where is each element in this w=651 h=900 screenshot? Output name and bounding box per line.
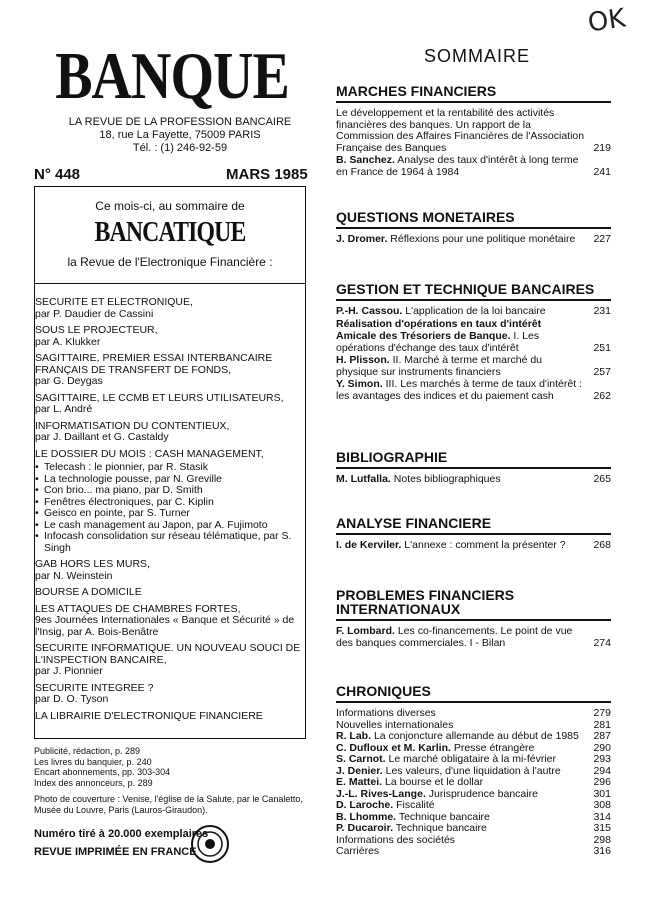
bancatique-bullet-text: Fenêtres électroniques, par C. Kiplin [44, 495, 214, 508]
ojd-seal-icon [190, 824, 230, 864]
sommaire-section [336, 588, 611, 650]
bullet-icon: • [35, 495, 39, 508]
bancatique-logo: BANCATIQUE [94, 217, 246, 248]
toc-entry-text [336, 108, 585, 154]
bancatique-item-author: par D. O. Tyson [35, 693, 109, 705]
section-title: QUESTIONS MONETAIRES [336, 210, 611, 229]
toc-entry [336, 319, 611, 331]
toc-entry [336, 474, 611, 486]
toc-page-number: 219 [593, 141, 611, 154]
note-line: Publicité, rédaction, p. 289 [34, 746, 141, 756]
bancatique-item [35, 559, 305, 582]
toc-entry [336, 626, 611, 649]
masthead-title: BANQUE [55, 39, 289, 114]
toc-entry-title: Carrières [336, 845, 380, 857]
note-line: Les livres du banquier, p. 240 [34, 756, 152, 767]
bullet-icon: • [35, 461, 39, 473]
printed-in-france: REVUE IMPRIMÉE EN FRANCE [34, 846, 197, 858]
toc-entry-author: P. Ducaroir. [336, 822, 394, 834]
handwritten-ok-annotation: OK [586, 3, 628, 39]
toc-page-number: 231 [593, 305, 611, 317]
bancatique-bullet-text: Telecash : le pionnier, par R. Stasik [44, 461, 209, 473]
toc-entry-title: Les co-financements. Le point de vue des banques commerciales. I - Bilan [336, 625, 573, 649]
bancatique-item-title: BOURSE A DOMICILE [35, 586, 142, 598]
sommaire-section [336, 450, 611, 487]
toc-page-number: 241 [593, 165, 611, 178]
print-run: Numéro tiré à 20.000 exemplaires [34, 828, 209, 840]
toc-page-number: 257 [593, 365, 611, 378]
toc-entry-title: Nouvelles internationales [336, 718, 454, 731]
toc-entry-title: Jurisprudence bancaire [428, 787, 538, 800]
toc-entry-text [336, 626, 585, 649]
bancatique-item-title: LA LIBRAIRIE D'ELECTRONIQUE FINANCIERE [35, 709, 263, 722]
divider [35, 283, 305, 284]
bancatique-box [34, 186, 306, 739]
section-title: BIBLIOGRAPHIE [336, 450, 611, 469]
toc-entry-title: Technique bancaire [395, 822, 487, 834]
publication-address: 18, rue La Fayette, 75009 PARIS [99, 129, 261, 141]
sommaire-section [336, 684, 611, 858]
toc-entry-author: J. Dromer. [336, 233, 388, 245]
bullet-icon: • [35, 530, 39, 542]
toc-entry-author: Y. Simon. [336, 378, 383, 390]
toc-entry-text [336, 355, 585, 378]
bancatique-item-title: SAGITTAIRE, LE CCMB ET LEURS UTILISATEURS, [35, 391, 284, 404]
bancatique-item [35, 587, 305, 599]
sommaire-section [336, 84, 611, 179]
toc-page-number: 274 [593, 636, 611, 649]
toc-entry-title: La bourse et le dollar [385, 776, 484, 788]
bancatique-item [35, 393, 305, 416]
toc-page-number: 290 [593, 741, 611, 754]
toc-entry-text [336, 306, 585, 318]
note-line: Index des annonceurs, p. 289 [34, 777, 153, 788]
bancatique-bullet-item [35, 531, 305, 554]
toc-entry-text [336, 540, 585, 552]
section-entries [336, 708, 611, 858]
toc-page-number: 293 [593, 753, 611, 765]
toc-page-number: 287 [593, 730, 611, 742]
toc-page-number: 265 [593, 473, 611, 485]
toc-entry-title: Le développement et la rentabilité des activités financières des banques. Un rapport de la Commission des Affaires Financières de l'Association Française des Banques [336, 107, 585, 154]
bancatique-item-author: par N. Weinstein [35, 569, 113, 582]
bancatique-item-title: LES ATTAQUES DE CHAMBRES FORTES, [35, 602, 241, 615]
toc-entry-author: F. Lombard. [336, 625, 395, 637]
bancatique-bullet-text: La technologie pousse, par N. Greville [44, 472, 223, 485]
toc-entry-title: Informations des sociétés [336, 833, 456, 846]
publication-phone: Tél. : (1) 246-92-59 [132, 142, 228, 154]
toc-entry-title: Le marché obligataire à la mi-février [388, 753, 557, 765]
bancatique-item-author: par J. Daillant et G. Castaldy [35, 431, 169, 443]
toc-page-number: 268 [593, 539, 611, 551]
section-title: PROBLEMES FINANCIERS INTERNATIONAUX [336, 588, 611, 621]
bullet-icon: • [35, 484, 39, 496]
notes-list [34, 746, 306, 788]
bancatique-bullet-text: Geisco en pointe, par S. Turner [44, 507, 190, 519]
toc-entry-title: Presse étrangère [453, 741, 535, 754]
toc-page-number: 279 [593, 707, 611, 719]
toc-entry-author: E. Mattei. [336, 776, 383, 788]
toc-entry [336, 540, 611, 552]
bancatique-item-title: INFORMATISATION DU CONTENTIEUX, [35, 419, 230, 432]
toc-entry-title: L'application de la loi bancaire [405, 305, 546, 317]
cover-caption: Photo de couverture : Venise, l'église de la Salute, par le Canaletto, Musée du Louvre, Paris (Lauros-Giraudon). [34, 794, 303, 815]
bancatique-item [35, 325, 305, 348]
section-title: CHRONIQUES [336, 684, 611, 703]
toc-entry-title: Réflexions pour une politique monétaire [390, 233, 576, 245]
toc-entry-title: Notes bibliographiques [393, 473, 501, 485]
toc-entry-author: R. Lab. [336, 730, 372, 742]
bancatique-item-title: LE DOSSIER DU MOIS : CASH MANAGEMENT, [35, 447, 264, 460]
bancatique-contents [35, 297, 305, 727]
bancatique-bullet-item [35, 508, 305, 520]
issue-number: N° 448 [34, 166, 81, 183]
toc-page-number: 281 [593, 718, 611, 731]
toc-entry-title: II. Marché à terme et marché du physique sur instruments financiers [336, 354, 543, 378]
toc-entry-author: Amicale des Trésoriers de Banque. [336, 330, 511, 342]
toc-page-number: 315 [593, 822, 611, 834]
section-entries [336, 474, 611, 486]
toc-entry-title: I. Les opérations d'échange des taux d'intérêt [336, 330, 540, 354]
bancatique-item [35, 604, 305, 639]
toc-entry-title: Informations diverses [336, 707, 436, 719]
bancatique-item-title: SAGITTAIRE, PREMIER ESSAI INTERBANCAIRE FRANÇAIS DE TRANSFERT DE FONDS, [35, 352, 273, 376]
section-title: ANALYSE FINANCIERE [336, 516, 611, 535]
toc-page-number: 262 [593, 389, 611, 402]
toc-entry-text [336, 846, 585, 858]
toc-entry-author: I. de Kerviler. [336, 539, 402, 551]
toc-entry-text [336, 379, 585, 402]
section-entries [336, 540, 611, 552]
bancatique-item-title: SOUS LE PROJECTEUR, [35, 324, 158, 336]
section-entries [336, 626, 611, 649]
toc-entry-author: Réalisation d'opérations en taux d'intérêt [336, 317, 542, 330]
toc-entry-title: L'annexe : comment la présenter ? [404, 539, 566, 551]
toc-entry-title: La conjoncture allemande au début de 1985 [373, 730, 579, 742]
sommaire-section [336, 210, 611, 247]
toc-entry-author: H. Plisson. [336, 354, 390, 366]
toc-entry-author: B. Sanchez. [336, 154, 395, 166]
bancatique-item-author: par G. Deygas [35, 375, 103, 387]
bancatique-bullet-item [35, 485, 305, 497]
bancatique-item [35, 353, 305, 388]
toc-entry-author: D. Laroche. [336, 799, 394, 811]
toc-entry-author: P.-H. Cassou. [336, 305, 403, 317]
toc-entry [336, 155, 611, 178]
toc-entry-title: Technique bancaire [398, 810, 490, 823]
toc-page-number: 294 [593, 764, 611, 777]
toc-page-number: 227 [593, 233, 611, 245]
bancatique-item [35, 449, 305, 461]
toc-entry [336, 379, 611, 402]
sommaire-title: SOMMAIRE [423, 46, 530, 66]
toc-entry [336, 846, 611, 858]
toc-entry-title: Fiscalité [396, 799, 435, 811]
section-entries [336, 234, 611, 246]
section-entries [336, 108, 611, 178]
toc-entry-title: Les valeurs, d'une liquidation à l'autre [385, 764, 561, 777]
toc-entry-text [336, 234, 585, 246]
toc-page-number: 308 [593, 799, 611, 811]
sommaire-section [336, 516, 611, 553]
bancatique-item [35, 683, 305, 706]
bancatique-item [35, 711, 305, 723]
toc-entry-author: C. Dufloux et M. Karlin. [336, 741, 451, 754]
toc-page-number: 298 [593, 833, 611, 846]
toc-entry-author: J. Denier. [336, 764, 383, 777]
toc-entry-author: J.-L. Rives-Lange. [336, 787, 426, 800]
publication-subtitle: LA REVUE DE LA PROFESSION BANCAIRE [68, 116, 292, 128]
bancatique-item-author: par A. Klukker [35, 335, 101, 348]
toc-entry-text [336, 331, 585, 354]
toc-entry-text [336, 155, 585, 178]
bancatique-item-author: 9es Journées Internationales « Banque et Sécurité » de l'Insig, par A. Bois-Benâtre [35, 614, 295, 638]
bancatique-bullet-text: Infocash consolidation sur réseau télématique, par S. Singh [44, 530, 292, 554]
bancatique-bullet-text: Le cash management au Japon, par A. Fujimoto [44, 518, 268, 531]
bancatique-item [35, 643, 305, 678]
toc-entry-title: III. Les marchés à terme de taux d'intérêt : les avantages des indices et du paiement cash [336, 378, 582, 402]
toc-entry [336, 108, 611, 154]
bancatique-intro: Ce mois-ci, au sommaire de [95, 199, 245, 213]
toc-entry-author: S. Carnot. [336, 753, 386, 765]
bancatique-item [35, 297, 305, 320]
bancatique-item-title: GAB HORS LES MURS, [35, 558, 150, 570]
bancatique-item-author: par P. Daudier de Cassini [35, 307, 154, 320]
bancatique-bullet-item [35, 462, 305, 474]
bancatique-item-title: SECURITE INTEGREE ? [35, 681, 154, 694]
section-entries [336, 306, 611, 402]
bullet-icon: • [35, 518, 39, 531]
toc-entry-title: Analyse des taux d'intérêt à long terme en France de 1964 à 1984 [336, 154, 579, 178]
toc-entry [336, 234, 611, 246]
toc-entry [336, 306, 611, 318]
bancatique-item-title: SECURITE INFORMATIQUE. UN NOUVEAU SOUCI DE L'INSPECTION BANCAIRE, [35, 642, 301, 666]
bullet-icon: • [35, 507, 39, 519]
toc-page-number: 314 [593, 810, 611, 823]
toc-entry-text [336, 474, 585, 486]
bancatique-subtitle: la Revue de l'Electronique Financière : [67, 255, 273, 269]
bancatique-item-title: SECURITE ET ELECTRONIQUE, [35, 296, 193, 308]
toc-entry-text [336, 319, 585, 331]
bancatique-item-author: par J. Pionnier [35, 665, 103, 677]
sommaire-section [336, 282, 611, 403]
note-line: Encart abonnements, pp. 303-304 [34, 767, 171, 777]
toc-entry [336, 331, 611, 354]
bancatique-item [35, 421, 305, 444]
toc-entry-author: B. Lhomme. [336, 810, 397, 823]
bancatique-bullet-text: Con brio... ma piano, par D. Smith [44, 484, 203, 496]
bullet-icon: • [35, 472, 39, 485]
bancatique-item-author: par L. André [35, 403, 93, 415]
toc-page-number: 316 [593, 845, 611, 857]
toc-page-number: 251 [593, 341, 611, 354]
toc-entry-author: M. Lutfalla. [336, 473, 391, 485]
toc-page-number: 301 [593, 787, 611, 800]
toc-entry [336, 355, 611, 378]
issue-month: MARS 1985 [226, 166, 308, 183]
toc-page-number: 296 [593, 776, 611, 788]
section-title: MARCHES FINANCIERS [336, 84, 611, 103]
section-title: GESTION ET TECHNIQUE BANCAIRES [336, 282, 611, 301]
publication-info [60, 116, 300, 155]
